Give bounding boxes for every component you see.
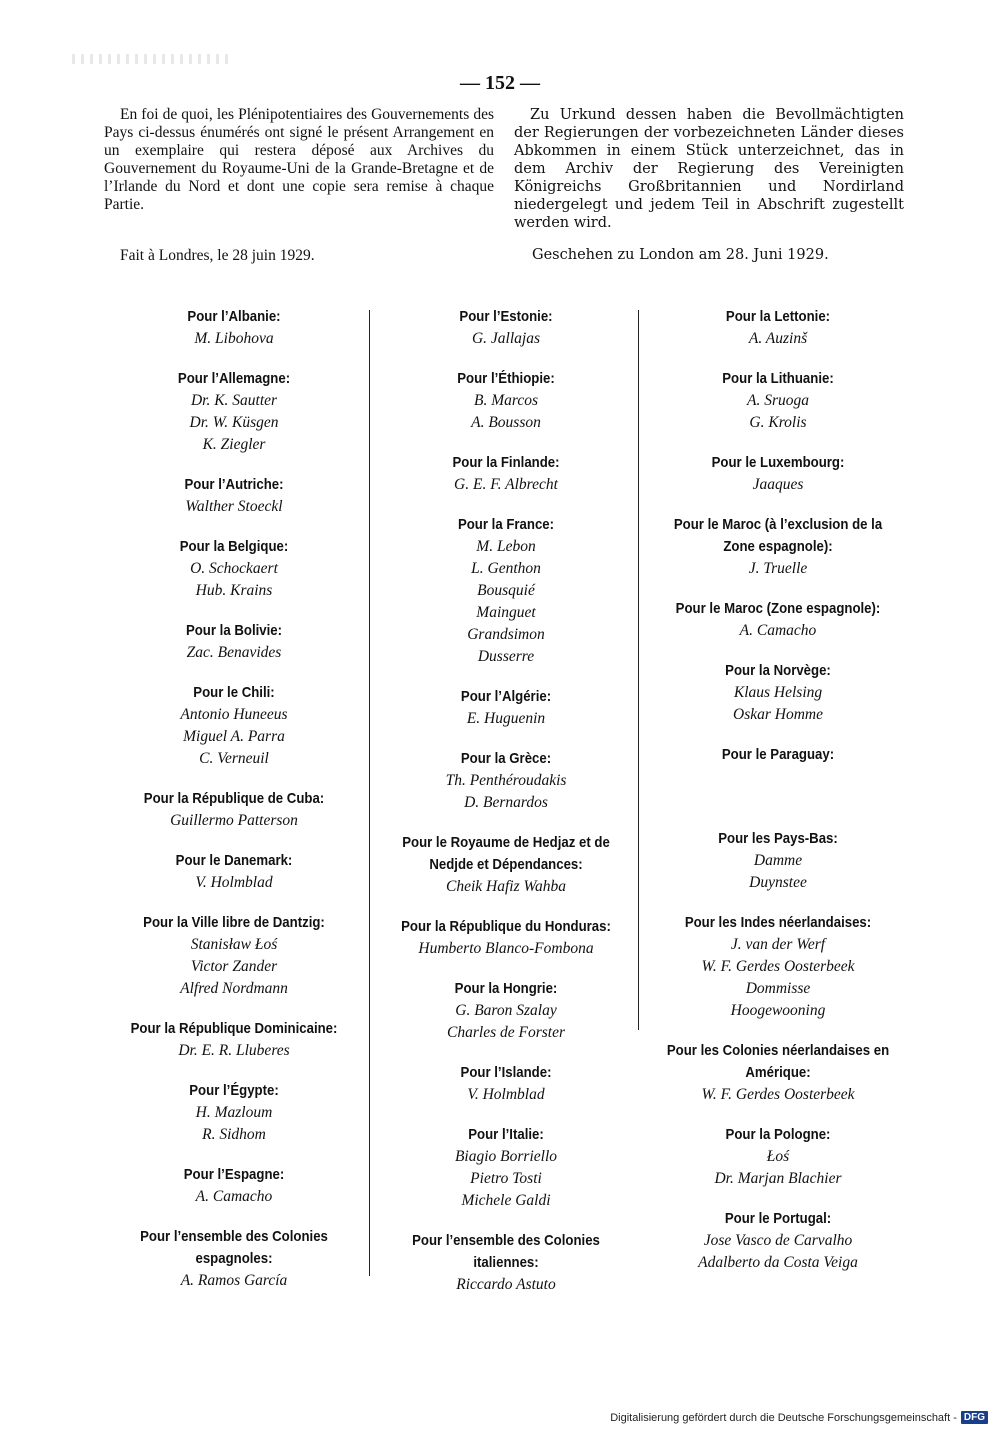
signatory-name: Michele Galdi: [461, 1192, 551, 1209]
signatory-block: [100, 912, 368, 1000]
country-heading: Pour la France:: [457, 516, 555, 533]
country-heading: Pour les Indes néerlandaises:: [684, 914, 872, 931]
country-heading: Pour l’ensemble des Colonies espagnoles:: [140, 1228, 328, 1267]
signatory-name: W. F. Gerdes Oosterbeek: [701, 1086, 855, 1103]
signatory-name: A. Ramos García: [180, 1272, 288, 1289]
country-heading: Pour les Pays-Bas:: [718, 830, 838, 847]
signatory-block: [642, 744, 914, 810]
signatory-name: A. Bousson: [471, 414, 541, 431]
signature-column-2: [372, 306, 640, 1314]
signatory-name: Pietro Tosti: [470, 1170, 542, 1187]
signatory-block: [372, 748, 640, 814]
signatory-name: M. Lebon: [476, 538, 536, 555]
country-heading: Pour la Finlande:: [452, 454, 560, 471]
signatory-block: [100, 1080, 368, 1146]
signatory-block: [372, 686, 640, 730]
signatory-name: G. Baron Szalay: [455, 1002, 557, 1019]
signatory-block: [642, 1040, 914, 1106]
country-heading: Pour l’Espagne:: [183, 1166, 285, 1183]
signatory-name: Riccardo Astuto: [456, 1276, 556, 1293]
signatory-name: Grandsimon: [467, 626, 545, 643]
signatory-name: Dr. Marjan Blachier: [714, 1170, 842, 1187]
signatory-block: [642, 1208, 914, 1274]
footer: [610, 1411, 988, 1424]
signatory-name: Miguel A. Parra: [183, 728, 285, 745]
country-heading: Pour la République de Cuba:: [143, 790, 325, 807]
signatory-name: Humberto Blanco-Fombona: [418, 940, 594, 957]
country-heading: Pour le Portugal:: [724, 1210, 832, 1227]
country-heading: Pour l’Algérie:: [460, 688, 552, 705]
signatory-name: W. F. Gerdes Oosterbeek: [701, 958, 855, 975]
intro-german: [514, 106, 904, 232]
signatory-name: M. Libohova: [194, 330, 274, 347]
country-heading: Pour l’Islande:: [460, 1064, 552, 1081]
footer-text: Digitalisierung gefördert durch die Deutsche Forschungsgemeinschaft -: [610, 1411, 957, 1424]
country-heading: Pour la Belgique:: [179, 538, 289, 555]
signatory-block: [100, 1226, 368, 1292]
signatory-name: Walther Stoeckl: [185, 498, 283, 515]
signatory-name: Dommisse: [745, 980, 811, 997]
signatory-name: Victor Zander: [190, 958, 278, 975]
signatory-name: Hub. Krains: [195, 582, 273, 599]
signatory-name: Antonio Huneeus: [180, 706, 288, 723]
signatory-block: [372, 978, 640, 1044]
signatory-name: Mainguet: [476, 604, 536, 621]
signatory-name: Łoś: [766, 1148, 790, 1165]
signatory-block: [372, 916, 640, 960]
intro-french-text: En foi de quoi, les Plénipotentiaires des Gouvernements des Pays ci-dessus énumérés ont signé le présent Arrangement en un exemplaire qui restera déposé aux Archives du Gouvernement du Royaume-Uni de la Grande-Bretagne et de l’Irlande du Nord et dont une copie sera remise à chaque Partie.: [104, 106, 494, 213]
signatory-name: V. Holmblad: [195, 874, 273, 891]
column-divider: [369, 310, 370, 1276]
date-line-french: Fait à Londres, le 28 juin 1929.: [120, 247, 315, 264]
signatory-name: Charles de Forster: [447, 1024, 565, 1041]
country-heading: Pour la Lettonie:: [725, 308, 831, 325]
signatory-block: [100, 474, 368, 518]
scan-artifact: [72, 54, 232, 64]
signatory-block: [642, 368, 914, 434]
signatory-block: [642, 912, 914, 1022]
intro-german-text: Zu Urkund dessen haben die Bevollmächtigten der Regierungen der vorbezeichneten Länder dieses Abkommen in einem Stück unterzeichnet, das in dem Archiv der Regierung des Vereinigten Königreichs Großbritannien und Nordirland niedergelegt und jedem Teil in Abschrift zugestellt werden wird.: [514, 107, 904, 231]
country-heading: Pour l’Allemagne:: [177, 370, 291, 387]
signatory-block: [642, 514, 914, 580]
signatory-block: [100, 368, 368, 456]
country-heading: Pour la Bolivie:: [185, 622, 283, 639]
signatory-block: [100, 1018, 368, 1062]
country-heading: Pour les Colonies néerlandaises en Amérique:: [666, 1042, 890, 1081]
signatory-name: G. E. F. Albrecht: [454, 476, 558, 493]
signatory-name: L. Genthon: [471, 560, 541, 577]
signatory-block: [642, 452, 914, 496]
signatory-name: Jose Vasco de Carvalho: [703, 1232, 853, 1249]
signatory-name: Adalberto da Costa Veiga: [698, 1254, 858, 1271]
dfg-logo: DFG: [961, 1411, 988, 1424]
country-heading: Pour le Chili:: [193, 684, 275, 701]
signatory-name: G. Krolis: [749, 414, 807, 431]
signatory-block: [372, 832, 640, 898]
signatory-name: Dr. E. R. Lluberes: [178, 1042, 290, 1059]
date-line-german: Geschehen zu London am 28. Juni 1929.: [532, 247, 829, 263]
signatory-name: Biagio Borriello: [454, 1148, 558, 1165]
signatory-block: [372, 1124, 640, 1212]
country-heading: Pour l’Estonie:: [459, 308, 553, 325]
signatory-name: [642, 788, 914, 810]
signatory-name: R. Sidhom: [202, 1126, 266, 1143]
signatory-block: [100, 1164, 368, 1208]
signatory-name: Cheik Hafiz Wahba: [446, 878, 566, 895]
signatory-name: Guillermo Patterson: [170, 812, 298, 829]
country-heading: Pour le Luxembourg:: [711, 454, 845, 471]
signatory-block: [372, 306, 640, 350]
signatory-name: Hoogewooning: [730, 1002, 826, 1019]
signatory-name: A. Sruoga: [747, 392, 809, 409]
signatory-block: [100, 682, 368, 770]
signatory-block: [642, 828, 914, 894]
signatory-name: C. Verneuil: [199, 750, 269, 767]
signatory-block: [100, 850, 368, 894]
signatory-name: Zac. Benavides: [186, 644, 282, 661]
signatory-block: [642, 1124, 914, 1190]
signatory-name: H. Mazloum: [195, 1104, 273, 1121]
page-number: — 152 —: [460, 72, 540, 94]
country-heading: Pour le Maroc (à l’exclusion de la Zone espagnole):: [673, 516, 883, 555]
country-heading: Pour la Ville libre de Dantzig:: [143, 914, 325, 931]
country-heading: Pour l’Éthiopie:: [457, 370, 555, 387]
signatory-name: Duynstee: [749, 874, 807, 891]
signatory-block: [100, 620, 368, 664]
signatory-name: K. Ziegler: [202, 436, 266, 453]
signatory-name: A. Camacho: [195, 1188, 273, 1205]
signatory-name: Bousquié: [477, 582, 535, 599]
signatory-name: D. Bernardos: [464, 794, 548, 811]
signatory-block: [372, 1230, 640, 1296]
signatory-name: Klaus Helsing: [733, 684, 823, 701]
country-heading: Pour la Hongrie:: [454, 980, 558, 997]
country-heading: Pour le Danemark:: [175, 852, 293, 869]
signatory-name: Dusserre: [477, 648, 535, 665]
signatory-block: [100, 788, 368, 832]
signatory-name: G. Jallajas: [471, 330, 541, 347]
signatory-name: Th. Penthéroudakis: [445, 772, 567, 789]
country-heading: Pour le Maroc (Zone espagnole):: [675, 600, 881, 617]
country-heading: Pour l’ensemble des Colonies italiennes:: [412, 1232, 600, 1271]
signatory-block: [372, 368, 640, 434]
country-heading: Pour la Norvège:: [725, 662, 831, 679]
signatory-name: A. Auzinš: [748, 330, 808, 347]
signatory-name: V. Holmblad: [467, 1086, 545, 1103]
intro-french: [104, 106, 494, 214]
signatory-name: Jaaques: [752, 476, 804, 493]
country-heading: Pour l’Albanie:: [187, 308, 281, 325]
signatory-name: B. Marcos: [474, 392, 538, 409]
signatory-name: Damme: [753, 852, 803, 869]
country-heading: Pour l’Égypte:: [189, 1082, 279, 1099]
signature-column-3: [642, 306, 914, 1292]
signatory-name: J. Truelle: [748, 560, 808, 577]
country-heading: Pour le Paraguay:: [721, 746, 835, 763]
country-heading: Pour le Royaume de Hedjaz et de Nedjde et Dépendances:: [402, 834, 610, 873]
country-heading: Pour la Grèce:: [460, 750, 552, 767]
signatory-name: A. Camacho: [739, 622, 817, 639]
country-heading: Pour la Lithuanie:: [722, 370, 834, 387]
signatory-name: Oskar Homme: [733, 706, 823, 723]
signatory-name: E. Huguenin: [466, 710, 546, 727]
country-heading: Pour l’Autriche:: [184, 476, 284, 493]
country-heading: Pour l’Italie:: [468, 1126, 544, 1143]
signatory-block: [372, 1062, 640, 1106]
signatures-section: [100, 306, 915, 1296]
signatory-name: J. van der Werf: [730, 936, 826, 953]
signatory-block: [100, 536, 368, 602]
signatory-block: [100, 306, 368, 350]
signatory-name: Dr. W. Küsgen: [189, 414, 279, 431]
country-heading: Pour la République du Honduras:: [401, 918, 611, 935]
signature-column-1: [100, 306, 368, 1310]
signatory-name: Alfred Nordmann: [180, 980, 288, 997]
signatory-block: [642, 660, 914, 726]
signatory-block: [372, 514, 640, 668]
signatory-block: [642, 306, 914, 350]
signatory-block: [372, 452, 640, 496]
country-heading: Pour la Pologne:: [725, 1126, 831, 1143]
signatory-block: [642, 598, 914, 642]
signatory-name: O. Schockaert: [190, 560, 278, 577]
signatory-name: Dr. K. Sautter: [190, 392, 278, 409]
country-heading: Pour la République Dominicaine:: [130, 1020, 338, 1037]
signatory-name: [642, 766, 914, 788]
signatory-name: Stanisław Łoś: [190, 936, 278, 953]
